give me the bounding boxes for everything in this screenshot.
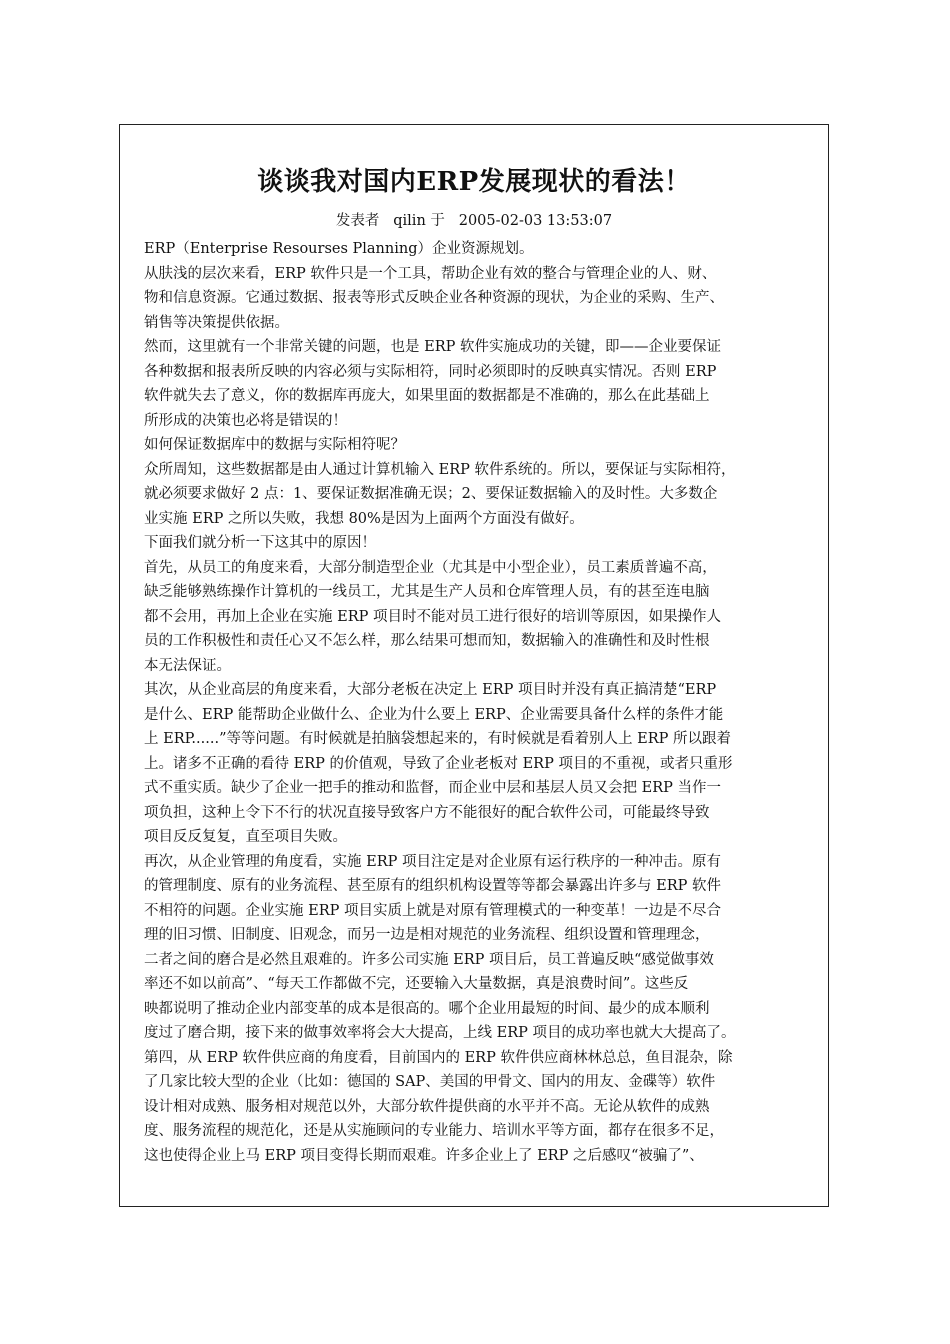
article-body xyxy=(144,237,812,1168)
paragraph-line: 是什么、ERP 能帮助企业做什么、企业为什么要上 ERP、企业需要具备什么样的条件才能 xyxy=(144,706,724,723)
paragraph-line: 都不会用，再加上企业在实施 ERP 项目时不能对员工进行很好的培训等原因，如果操作人 xyxy=(144,608,721,625)
paragraph-line: 销售等决策提供依据。 xyxy=(144,314,289,331)
paragraph-line: 设计相对成熟、服务相对规范以外，大部分软件提供商的水平并不高。无论从软件的成熟 xyxy=(144,1098,710,1115)
paragraph-line: 下面我们就分析一下这其中的原因！ xyxy=(144,535,376,551)
paragraph-line: 第四，从 ERP 软件供应商的角度看，目前国内的 ERP 软件供应商林林总总，鱼目混杂，除 xyxy=(144,1049,733,1066)
paragraph-line: 业实施 ERP 之所以失败，我想 80%是因为上面两个方面没有做好。 xyxy=(144,510,584,527)
paragraph-line: 首先，从员工的角度来看，大部分制造型企业（尤其是中小型企业），员工素质普遍不高， xyxy=(144,559,717,576)
paragraph-line: 不相符的问题。企业实施 ERP 项目实质上就是对原有管理模式的一种变革！一边是不尽合 xyxy=(144,902,721,919)
paragraph-line: 这也使得企业上马 ERP 项目变得长期而艰难。许多企业上了 ERP 之后感叹“被骗了”、 xyxy=(144,1147,704,1164)
paragraph-line: 的管理制度、原有的业务流程、甚至原有的组织机构设置等等都会暴露出许多与 ERP 软件 xyxy=(144,878,721,894)
paragraph-line: 二者之间的磨合是必然且艰难的。许多公司实施 ERP 项目后，员工普遍反映“感觉做事效 xyxy=(144,951,714,968)
paragraph-line: 缺乏能够熟练操作计算机的一线员工，尤其是生产人员和仓库管理人员，有的甚至连电脑 xyxy=(144,584,710,600)
paragraph-line: 就必须要求做好 2 点：1、要保证数据准确无误；2、要保证数据输入的及时性。大多数企 xyxy=(144,486,718,502)
paragraph-line: 然而，这里就有一个非常关键的问题，也是 ERP 软件实施成功的关键，即——企业要保证 xyxy=(144,339,721,355)
paragraph-line: 各种数据和报表所反映的内容必须与实际相符，同时必须即时的反映真实情况。否则 ERP xyxy=(144,363,717,380)
paragraph-line: 项负担，这种上令下不行的状况直接导致客户方不能很好的配合软件公司，可能最终导致 xyxy=(144,804,710,821)
article-title: 谈谈我对国内ERP发展现状的看法！ xyxy=(257,167,691,197)
paragraph-line: 员的工作积极性和责任心又不怎么样，那么结果可想而知，数据输入的准确性和及时性根 xyxy=(144,633,710,649)
paragraph-line: 率还不如以前高”、“每天工作都做不完，还要输入大量数据，真是浪费时间”。这些反 xyxy=(144,976,689,992)
paragraph-line: 物和信息资源。它通过数据、报表等形式反映企业各种资源的现状，为企业的采购、生产、 xyxy=(144,290,724,306)
paragraph-line: 式不重实质。缺少了企业一把手的推动和监督，而企业中层和基层人员又会把 ERP 当作一 xyxy=(144,780,721,796)
paragraph-line: ERP（Enterprise Resourses Planning）企业资源规划。 xyxy=(144,241,534,257)
paragraph-line: 理的旧习惯、旧制度、旧观念，而另一边是相对规范的业务流程、组织设置和管理理念， xyxy=(144,927,710,943)
paragraph-line: 其次，从企业高层的角度来看，大部分老板在决定上 ERP 项目时并没有真正搞清楚“ERP xyxy=(144,682,717,698)
paragraph-line: 如何保证数据库中的数据与实际相符呢？ xyxy=(144,437,405,453)
paragraph-line: 上。诸多不正确的看待 ERP 的价值观，导致了企业老板对 ERP 项目的不重视，或者只重形 xyxy=(144,755,733,772)
paragraph-line: 再次，从企业管理的角度看，实施 ERP 项目注定是对企业原有运行秩序的一种冲击。原有 xyxy=(144,853,721,870)
paragraph-line: 度过了磨合期，接下来的做事效率将会大大提高，上线 ERP 项目的成功率也就大大提高了。 xyxy=(144,1025,736,1041)
paragraph-line: 度、服务流程的规范化，还是从实施顾问的专业能力、培训水平等方面，都存在很多不足， xyxy=(144,1123,724,1139)
paragraph-line: 众所周知，这些数据都是由人通过计算机输入 ERP 软件系统的。所以，要保证与实际相符， xyxy=(144,461,736,478)
article-frame xyxy=(119,124,829,1207)
paragraph-line: 软件就失去了意义，你的数据库再庞大，如果里面的数据都是不准确的，那么在此基础上 xyxy=(144,388,710,404)
article-meta: 发表者 qilin 于 2005-02-03 13:53:07 xyxy=(335,213,613,229)
paragraph-line: 本无法保证。 xyxy=(144,657,231,674)
paragraph-line: 从肤浅的层次来看，ERP 软件只是一个工具，帮助企业有效的整合与管理企业的人、财、 xyxy=(144,265,717,282)
paragraph-line: 映都说明了推动企业内部变革的成本是很高的。哪个企业用最短的时间、最少的成本顺利 xyxy=(144,1000,710,1017)
paragraph-line: 所形成的决策也必将是错误的！ xyxy=(144,412,347,429)
paragraph-line: 上 ERP......”等等问题。有时候就是拍脑袋想起来的，有时候就是看着别人上 ERP 所以跟着 xyxy=(144,731,731,747)
paragraph-line: 项目反反复复，直至项目失败。 xyxy=(144,829,347,845)
paragraph-line: 了几家比较大型的企业（比如：德国的 SAP、美国的甲骨文、国内的用友、金碟等）软件 xyxy=(144,1074,716,1090)
